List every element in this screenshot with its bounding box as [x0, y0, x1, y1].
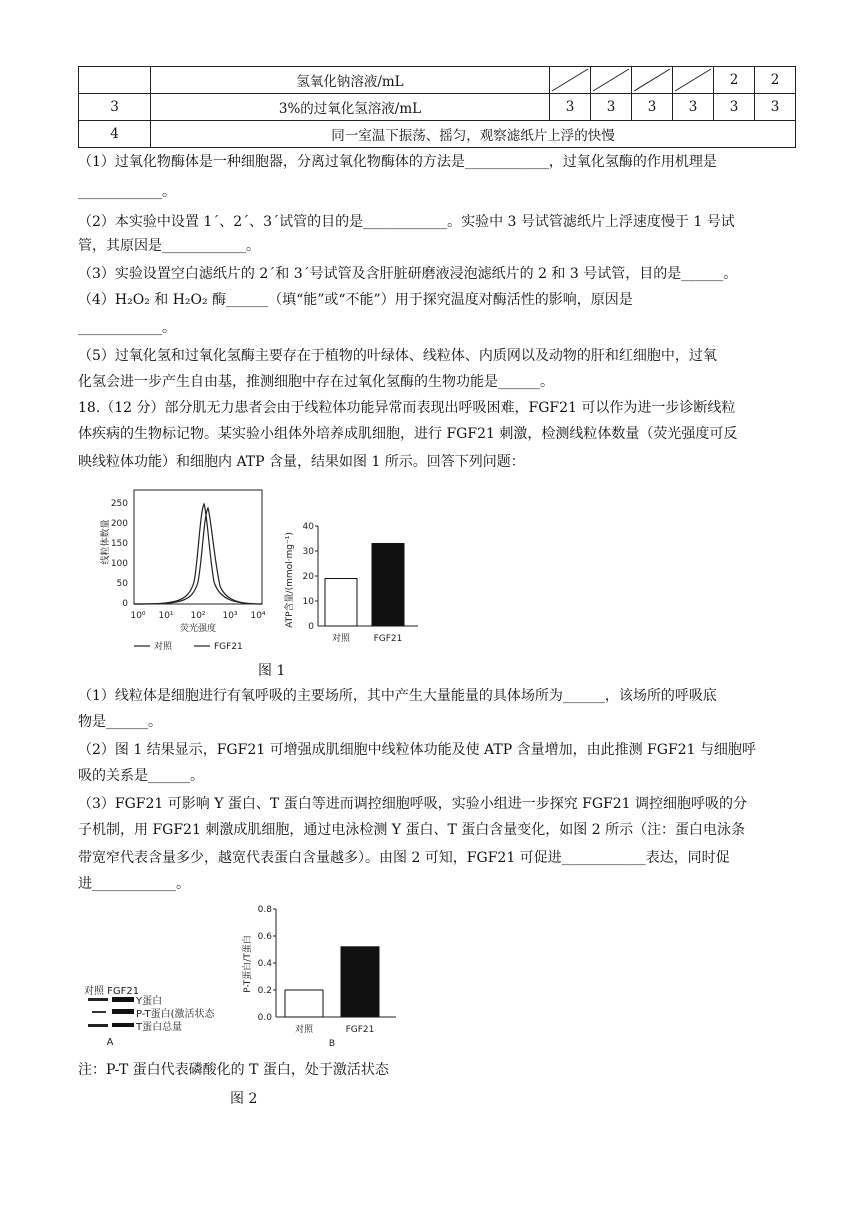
ratio-xtick: 对照 — [294, 1025, 314, 1035]
hist-xtick: 10⁰ — [130, 611, 146, 621]
blot-label-t: T蛋白总量 — [136, 1022, 183, 1033]
table-row — [79, 94, 796, 121]
band-t-control — [88, 1024, 108, 1027]
atp-ytick: 10 — [302, 597, 314, 607]
table-cell-slash — [673, 67, 714, 94]
blot-header: 对照 FGF21 — [84, 986, 140, 997]
band-y-control — [88, 998, 108, 1001]
table-cell: 3 — [714, 94, 755, 121]
hist-ytick: 50 — [116, 579, 128, 589]
ratio-ytick: 0.0 — [257, 1013, 272, 1023]
q18-line: 体疾病的生物标记物。某实验小组体外培养成肌细胞，进行 FGF21 刺激，检测线粒体数量（荧光强度可反 — [78, 426, 738, 442]
q18-line: 映线粒体功能）和细胞内 ATP 含量，结果如图 1 所示。回答下列问题： — [78, 454, 525, 470]
q17-line: （4）H₂O₂ 和 H₂O₂ 酶______（填“能”或“不能”）用于探究温度对酶活性的影响，原因是 — [78, 292, 633, 308]
q18-line: 物是______。 — [78, 714, 162, 730]
table-cell-slash — [632, 67, 673, 94]
band-pt-control — [92, 1011, 106, 1013]
table-cell-num: 4 — [79, 121, 151, 148]
fig2-note: 注：P-T 蛋白代表磷酸化的 T 蛋白，处于激活状态 — [78, 1062, 389, 1078]
hist-ytick: 250 — [110, 499, 128, 509]
q18-line: 18.（12 分）部分肌无力患者会由于线粒体功能异常而表现出呼吸困难，FGF21 可以作为进一步诊断线粒 — [78, 400, 736, 416]
fig2-blot — [80, 978, 245, 1050]
table-cell: 3 — [755, 94, 796, 121]
q17-line: （2）本实验中设置 1´、2´、3´试管的目的是____________。实验中 3 号试管滤纸片上浮速度慢于 1 号试 — [78, 214, 735, 230]
q17-line: ____________。 — [78, 320, 176, 336]
q17-line: （3）实验设置空白滤纸片的 2´和 3´号试管及含肝脏研磨液浸泡滤纸片的 2 和 3 号试管，目的是______。 — [78, 266, 738, 282]
atp-xtick: 对照 — [331, 634, 351, 644]
ratio-xtick: FGF21 — [345, 1025, 375, 1035]
hist-ytick: 0 — [122, 599, 128, 609]
table-row — [79, 67, 796, 94]
q18-line: 子机制，用 FGF21 刺激成肌细胞，通过电泳检测 Y 蛋白、T 蛋白含量变化，如图 2 所示（注：蛋白电泳条 — [78, 822, 746, 838]
atp-xtick: FGF21 — [373, 634, 403, 644]
table-cell: 2 — [755, 67, 796, 94]
q17-line: ____________。 — [78, 184, 176, 200]
hist-ytick: 200 — [110, 519, 128, 529]
ratio-bar-fgf21 — [341, 947, 379, 1017]
table-cell-num — [79, 67, 151, 94]
q18-line: （2）图 1 结果显示，FGF21 可增强成肌细胞中线粒体功能及使 ATP 含量增加，由此推测 FGF21 与细胞呼 — [78, 742, 756, 758]
table-cell: 3 — [632, 94, 673, 121]
band-t-fgf21 — [112, 1023, 134, 1027]
band-pt-fgf21 — [112, 1009, 134, 1014]
fig1-caption: 图 1 — [258, 663, 286, 679]
table-cell: 2 — [714, 67, 755, 94]
atp-ytick: 20 — [302, 572, 314, 582]
fig1-atp-chart — [278, 518, 428, 648]
hist-ytick: 100 — [110, 559, 128, 569]
ratio-ytick: 0.2 — [257, 986, 272, 996]
table-cell: 3 — [673, 94, 714, 121]
ratio-bar-control — [285, 990, 323, 1017]
fig2-ratio-chart — [236, 900, 406, 1050]
hist-curve-fgf21 — [134, 508, 262, 604]
table-cell-slash — [591, 67, 632, 94]
hist-xtick: 10² — [190, 611, 206, 621]
hist-xtick: 10⁴ — [250, 611, 266, 621]
ratio-ylabel: P-T蛋白/T蛋白 — [243, 935, 253, 993]
atp-ytick: 30 — [302, 547, 314, 557]
atp-ytick: 40 — [302, 522, 314, 532]
blot-label-y: Y蛋白 — [136, 996, 163, 1007]
q17-line: （1）过氧化物酶体是一种细胞器，分离过氧化物酶体的方法是____________，过氧化氢酶的作用机理是 — [78, 154, 717, 170]
band-y-fgf21 — [112, 997, 134, 1002]
experiment-table — [78, 66, 796, 148]
q17-line: （5）过氧化氢和过氧化氢酶主要存在于植物的叶绿体、线粒体、内质网以及动物的肝和红细胞中，过氧 — [78, 348, 717, 364]
q18-line: （3）FGF21 可影响 Y 蛋白、T 蛋白等进而调控细胞呼吸，实验小组进一步探究 FGF21 调控细胞呼吸的分 — [78, 796, 748, 812]
table-cell: 3 — [591, 94, 632, 121]
table-cell-num: 3 — [79, 94, 151, 121]
q17-line: 化氢会进一步产生自由基，推测细胞中存在过氧化氢酶的生物功能是______。 — [78, 374, 554, 390]
q18-line: 进____________。 — [78, 876, 190, 892]
ratio-ytick: 0.6 — [257, 932, 272, 942]
atp-ytick: 0 — [308, 622, 314, 632]
q18-line: 带宽窄代表含量多少，越宽代表蛋白含量越多）。由图 2 可知，FGF21 可促进____________表达，同时促 — [78, 850, 730, 866]
blot-label-pt: P-T蛋白(激活状态 — [136, 1009, 215, 1020]
fig2-caption: 图 2 — [230, 1091, 258, 1107]
q17-line: 管，其原因是____________。 — [78, 238, 260, 254]
hist-ylabel: 线粒体数量 — [101, 519, 111, 565]
atp-ylabel: ATP含量/(mmol·mg⁻¹) — [285, 532, 295, 628]
fig1-histogram — [94, 482, 269, 657]
panel-a-label: A — [106, 1037, 114, 1048]
atp-bar-fgf21 — [372, 544, 404, 627]
hist-ytick: 150 — [110, 539, 128, 549]
q18-line: （1）线粒体是细胞进行有氧呼吸的主要场所，其中产生大量能量的具体场所为______，该场所的呼吸底 — [78, 688, 717, 704]
hist-xtick: 10¹ — [158, 611, 174, 621]
hist-xlabel: 荧光强度 — [179, 624, 217, 634]
table-cell: 3 — [550, 94, 591, 121]
ratio-ytick: 0.8 — [257, 905, 272, 915]
legend-fgf-label: FGF21 — [214, 642, 243, 652]
table-row — [79, 121, 796, 148]
hist-curve-control — [134, 504, 262, 604]
atp-bar-control — [325, 579, 357, 627]
panel-b-label: B — [328, 1039, 336, 1049]
legend-control-label: 对照 — [154, 642, 173, 652]
ratio-ytick: 0.4 — [257, 959, 272, 969]
q18-line: 吸的关系是______。 — [78, 768, 204, 784]
table-cell-label: 氢氧化钠溶液/mL — [151, 67, 550, 94]
hist-xtick: 10³ — [222, 611, 238, 621]
table-cell-label: 3%的过氧化氢溶液/mL — [151, 94, 550, 121]
table-cell-slash — [550, 67, 591, 94]
table-cell-label: 同一室温下振荡、摇匀，观察滤纸片上浮的快慢 — [151, 121, 796, 148]
